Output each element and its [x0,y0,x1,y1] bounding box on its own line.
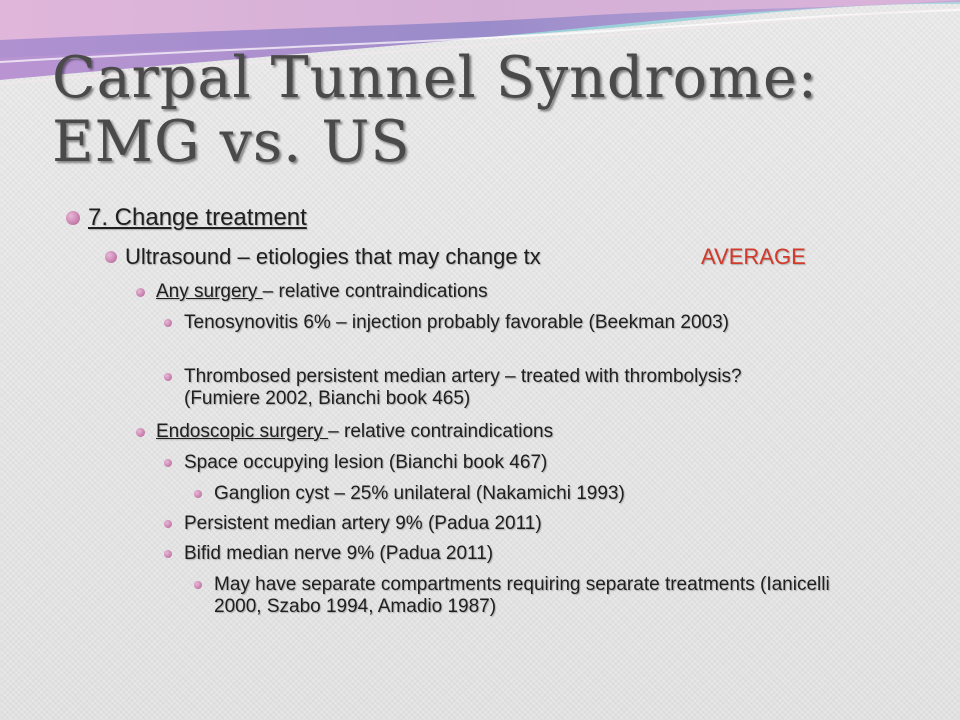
bullet-level-3 [156,281,488,303]
bullet-level-4 [184,513,864,535]
bullet-level-5 [214,574,834,618]
bullet-text: Tenosynovitis 6% – injection probably favorable (Beekman 2003) [184,312,729,333]
bullet-icon [164,459,172,467]
bullet-icon [164,520,172,528]
bullet-text: – relative contraindications [328,421,554,442]
bullet-icon [194,581,202,589]
bullet-level-4 [184,543,864,565]
bullet-level-3 [156,421,553,443]
bullet-icon [66,211,80,225]
bullet-text-underlined: Any surgery [156,281,263,302]
bullet-level-4 [184,452,864,474]
bullet-icon [136,428,145,437]
bullet-icon [105,251,117,263]
slide-title-line-2: EMG vs. US [52,109,411,175]
bullet-text: Persistent median artery 9% (Padua 2011) [184,513,542,534]
bullet-icon [136,288,145,297]
bullet-text: – relative contraindications [262,281,488,302]
bullet-icon [194,490,202,498]
bullet-level-5 [214,483,854,505]
bullet-text: Bifid median nerve 9% (Padua 2011) [184,543,494,564]
bullet-icon [164,319,172,327]
bullet-level-4 [184,312,864,334]
bullet-text: Ultrasound – etiologies that may change tx [125,244,541,269]
bullet-level-4 [184,366,804,410]
bullet-icon [164,373,172,381]
bullet-level-1 [88,204,307,232]
slide-title-line-1: Carpal Tunnel Syndrome: [52,45,818,111]
bullet-level-2 [125,244,845,270]
bullet-text: Ganglion cyst – 25% unilateral (Nakamichi 1993) [214,483,625,504]
bullet-text: Space occupying lesion (Bianchi book 467) [184,452,548,473]
average-tag: AVERAGE [701,244,806,269]
bullet-text-underlined: Endoscopic surgery [156,421,329,442]
bullet-text: May have separate compartments requiring separate treatments (Ianicelli 2000, Szabo 1994, Amadio 1987) [214,574,830,617]
bullet-text: Thrombosed persistent median artery – treated with thrombolysis? (Fumiere 2002, Bianchi book 465) [184,366,742,409]
bullet-text: 7. Change treatment [88,204,307,231]
bullet-icon [164,550,172,558]
